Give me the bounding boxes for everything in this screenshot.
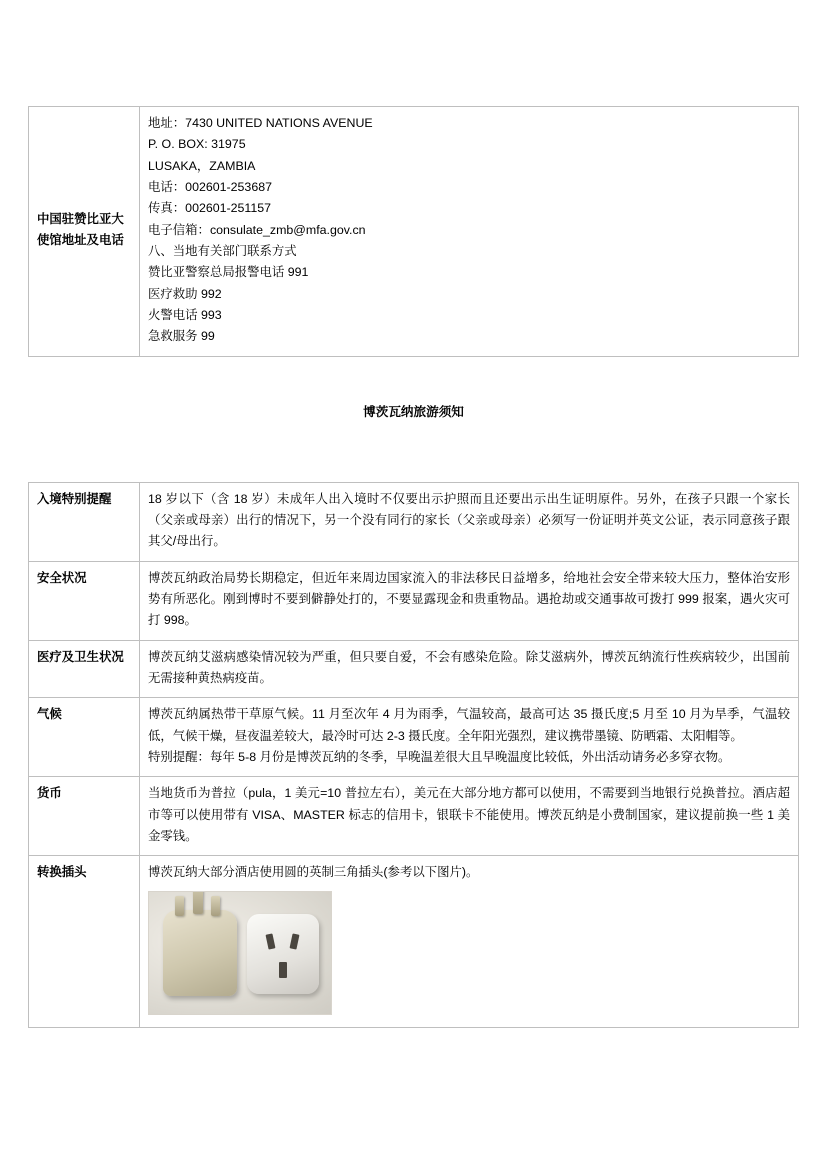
- embassy-line: 电话：002601-253687: [148, 179, 272, 194]
- paragraph: 博茨瓦纳艾滋病感染情况较为严重，但只要自爱，不会有感染危险。除艾滋病外，博茨瓦纳流行性疾病较少，出国前无需接种黄热病疫苗。: [148, 649, 790, 685]
- embassy-line: LUSAKA，ZAMBIA: [148, 158, 256, 173]
- travel-notice-table: [28, 482, 799, 1028]
- table-row: [29, 482, 799, 561]
- section-title: 博茨瓦纳旅游须知: [363, 404, 464, 419]
- table-row: [29, 107, 799, 357]
- plug-pin-icon: [175, 896, 184, 916]
- paragraph: 博茨瓦纳属热带干草原气候。11 月至次年 4 月为雨季，气温较高，最高可达 35 摄氏度;5 月至 10 月为旱季，气温较低，气候干燥，昼夜温差较大，最冷时可达 2-3 摄氏度。全年阳光强烈，建议携带墨镜、防晒霜、太阳帽等。: [148, 707, 790, 743]
- row-label-plug-adapter: 转换插头: [29, 856, 140, 1027]
- row-body-safety: [140, 561, 799, 640]
- socket-slot-icon: [279, 962, 287, 978]
- row-label-climate: 气候: [29, 698, 140, 777]
- table-row: [29, 640, 799, 698]
- paragraph: 当地货币为普拉（pula，1 美元=10 普拉左右），美元在大部分地方都可以使用，不需要到当地银行兑换普拉。酒店超市等可以使用带有 VISA、MASTER 标志的信用卡，银联卡不能使用。博茨瓦纳是小费制国家，建议提前换一些 1 美金零钱。: [148, 786, 790, 843]
- row-body-entry-notice: [140, 482, 799, 561]
- embassy-line: 地址：7430 UNITED NATIONS AVENUE: [148, 116, 373, 130]
- embassy-line: 传真：002601-251157: [148, 201, 272, 216]
- paragraph: 博茨瓦纳大部分酒店使用圆的英制三角插头(参考以下图片)。: [148, 865, 479, 880]
- row-body-health: [140, 640, 799, 698]
- row-body-climate: [140, 698, 799, 777]
- embassy-line: 八、当地有关部门联系方式: [148, 243, 297, 258]
- table-row: [29, 561, 799, 640]
- embassy-line: P. O. BOX: 31975: [148, 137, 246, 152]
- paragraph: 18 岁以下（含 18 岁）未成年人出入境时不仅要出示护照而且还要出示出生证明原件。另外，在孩子只跟一个家长（父亲或母亲）出行的情况下，另一个没有同行的家长（父亲或母亲）必须写一份证明并英文公证，表示同意孩子跟其父/母出行。: [148, 491, 790, 549]
- row-label-entry-notice: 入境特别提醒: [29, 482, 140, 561]
- socket-slot-icon: [290, 933, 300, 949]
- embassy-line: 急救服务 99: [148, 329, 215, 344]
- row-label-safety: 安全状况: [29, 561, 140, 640]
- embassy-line: 赞比亚警察总局报警电话 991: [148, 265, 309, 280]
- socket-view-icon: [247, 914, 319, 994]
- row-body-currency: [140, 777, 799, 856]
- plug-pin-icon: [193, 891, 203, 914]
- row-body-plug-adapter: [140, 856, 799, 1027]
- document-content: [28, 0, 799, 1028]
- plug-pin-icon: [211, 896, 220, 916]
- table-row: [29, 777, 799, 856]
- embassy-line: 电子信箱：consulate_zmb@mfa.gov.cn: [148, 222, 366, 237]
- paragraph: 博茨瓦纳政治局势长期稳定，但近年来周边国家流入的非法移民日益增多，给地社会安全带来较大压力，整体治安形势有所恶化。刚到博时不要到僻静处打的，不要显露现金和贵重物品。遇抢劫或交通事故可拨打 999 报案，遇火灾可打 998。: [148, 570, 790, 628]
- table-row: [29, 856, 799, 1027]
- embassy-line: 火警电话 993: [148, 307, 222, 322]
- embassy-label: 中国驻赞比亚大使馆地址及电话: [29, 107, 140, 357]
- table-row: [29, 698, 799, 777]
- row-label-currency: 货币: [29, 777, 140, 856]
- plug-front-view-icon: [163, 910, 237, 996]
- socket-slot-icon: [266, 933, 276, 949]
- embassy-details: [140, 107, 799, 357]
- embassy-line: 医疗救助 992: [148, 286, 222, 301]
- embassy-contact-table: [28, 106, 799, 357]
- row-label-health: 医疗及卫生状况: [29, 640, 140, 698]
- paragraph: 特别提醒：每年 5-8 月份是博茨瓦纳的冬季，早晚温差很大且早晚温度比较低，外出活动请务必多穿衣物。: [148, 749, 731, 764]
- plug-photo: [148, 891, 332, 1015]
